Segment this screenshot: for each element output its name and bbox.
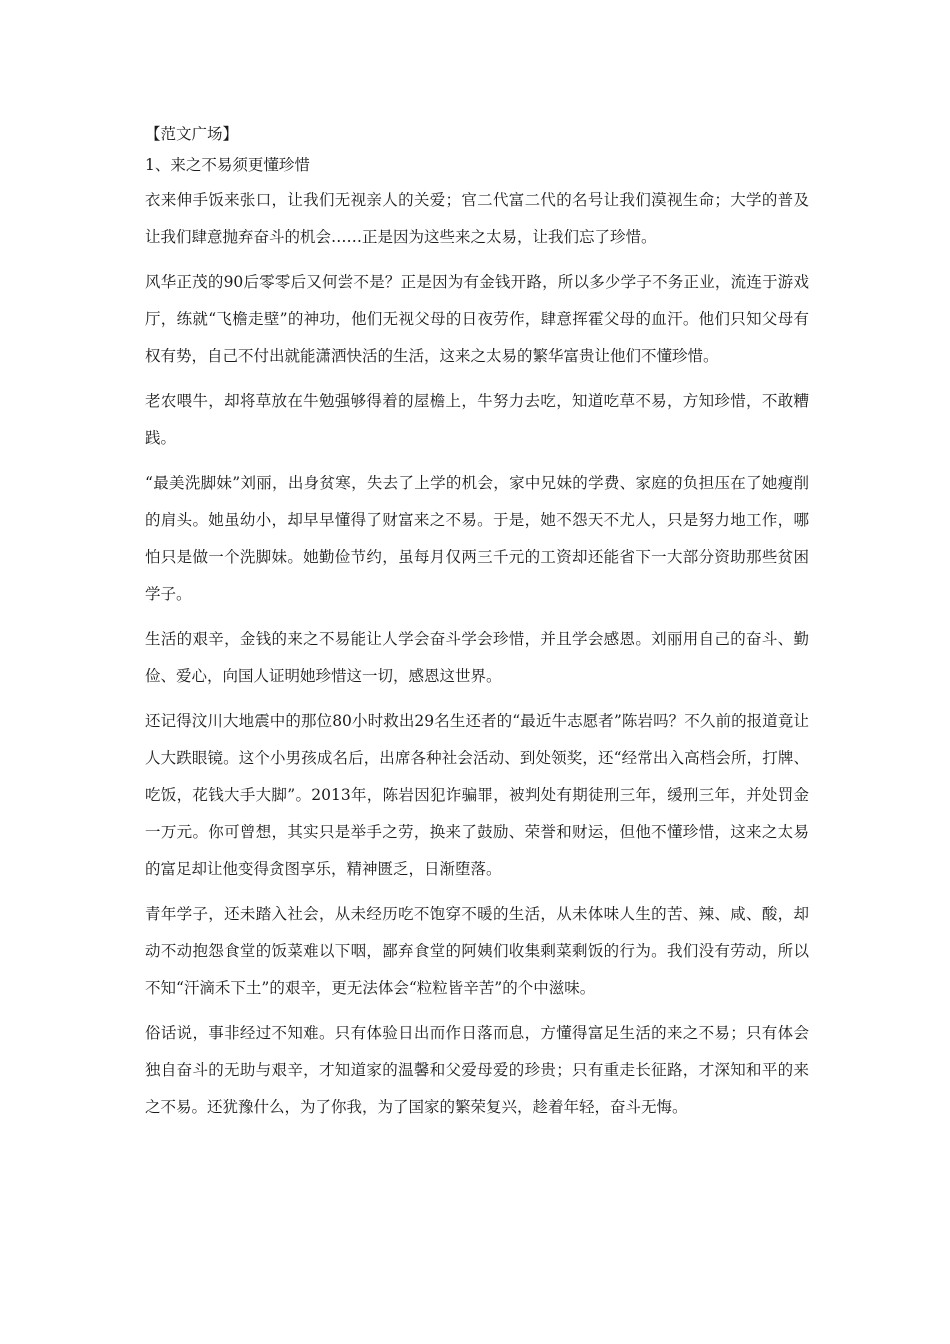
paragraph: 还记得汶川大地震中的那位80小时救出29名生还者的“最近牛志愿者”陈岩吗？不久前的报道竟让人大跌眼镜。这个小男孩成名后，出席各种社会活动、到处领奖，还“经常出入高档会所，打牌、吃饭，花钱大手大脚”。2013年，陈岩因犯诈骗罪，被判处有期徒刑三年，缓刑三年，并处罚金一万元。你可曾想，其实只是举手之劳，换来了鼓励、荣誉和财运，但他不懂珍惜，这来之太易的富足却让他变得贪图享乐，精神匮乏，日渐堕落。 [145,712,809,878]
paragraph: 老农喂牛，却将草放在牛勉强够得着的屋檐上，牛努力去吃，知道吃草不易，方知珍惜，不敢糟践。 [145,392,809,447]
article-title: 1、来之不易须更懂珍惜 [145,156,310,174]
paragraph: 衣来伸手饭来张口，让我们无视亲人的关爱；官二代富二代的名号让我们漠视生命；大学的普及让我们肆意抛弃奋斗的机会……正是因为这些来之太易，让我们忘了珍惜。 [145,191,809,246]
paragraph: 生活的艰辛，金钱的来之不易能让人学会奋斗学会珍惜，并且学会感恩。刘丽用自己的奋斗、勤俭、爱心，向国人证明她珍惜这一切，感恩这世界。 [145,630,809,685]
paragraph: 青年学子，还未踏入社会，从未经历吃不饱穿不暖的生活，从未体味人生的苦、辣、咸、酸，却动不动抱怨食堂的饭菜难以下咽，鄙弃食堂的阿姨们收集剩菜剩饭的行为。我们没有劳动，所以不知“汗滴禾下土”的艰辛，更无法体会“粒粒皆辛苦”的个中滋味。 [145,905,809,997]
paragraph: 风华正茂的90后零零后又何尝不是？正是因为有金钱开路，所以多少学子不务正业，流连于游戏厅，练就“飞檐走壁”的神功，他们无视父母的日夜劳作，肆意挥霍父母的血汗。他们只知父母有权有势，自己不付出就能潇洒快活的生活，这来之太易的繁华富贵让他们不懂珍惜。 [145,273,809,365]
paragraph: “最美洗脚妹”刘丽，出身贫寒，失去了上学的机会，家中兄妹的学费、家庭的负担压在了她瘦削的肩头。她虽幼小，却早早懂得了财富来之不易。于是，她不怨天不尤人，只是努力地工作，哪怕只是做一个洗脚妹。她勤俭节约，虽每月仅两三千元的工资却还能省下一大部分资助那些贫困学子。 [145,474,809,603]
paragraph: 俗话说，事非经过不知难。只有体验日出而作日落而息，方懂得富足生活的来之不易；只有体会独自奋斗的无助与艰辛，才知道家的温馨和父爱母爱的珍贵；只有重走长征路，才深知和平的来之不易。还犹豫什么，为了你我，为了国家的繁荣复兴，趁着年轻，奋斗无悔。 [145,1024,809,1116]
section-title: 【范文广场】 [145,125,239,143]
document-body [145,118,809,1134]
